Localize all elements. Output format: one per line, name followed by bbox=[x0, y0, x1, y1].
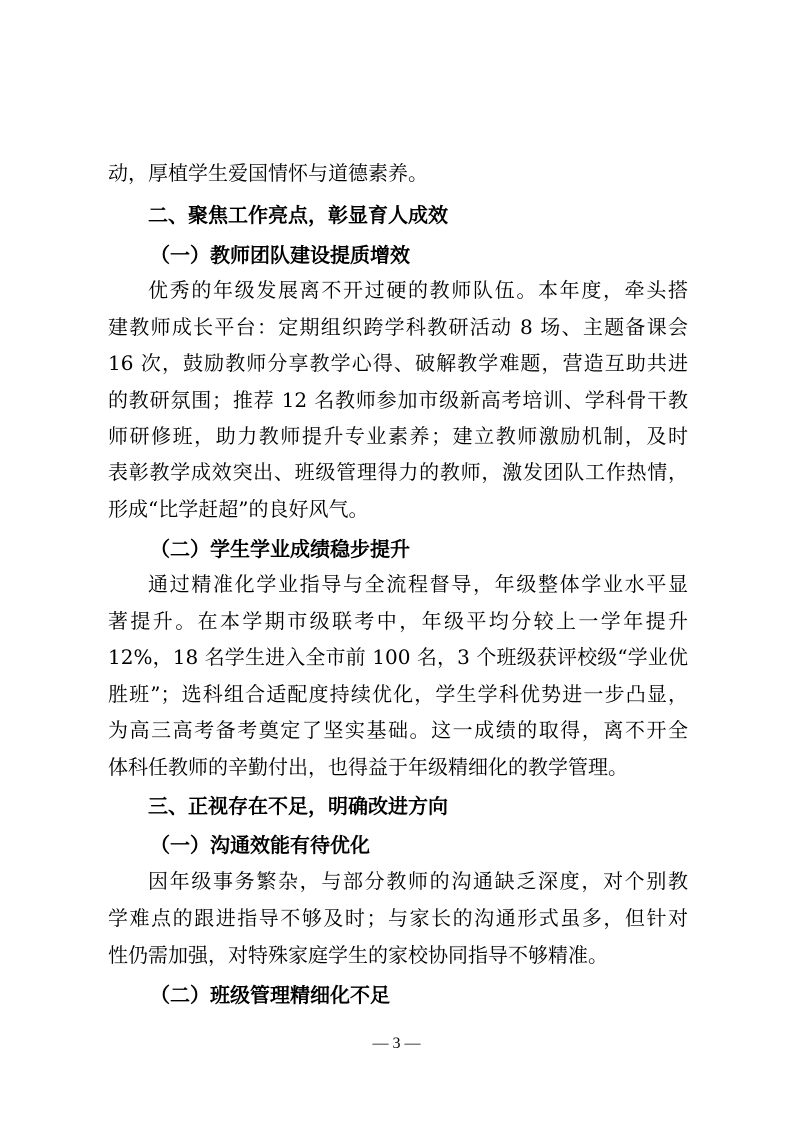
section-heading-3: 三、正视存在不足，明确改进方向 bbox=[148, 794, 448, 818]
paragraph-line: 12%，18 名学生进入全市前 100 名，3 个班级获评校级“学业优 bbox=[108, 645, 688, 669]
paragraph-line: 表彰教学成效突出、班级管理得力的教师，激发团队工作热情， bbox=[108, 460, 688, 484]
paragraph-line: 为高三高考备考奠定了坚实基础。这一成绩的取得，离不开全 bbox=[108, 718, 688, 742]
subsection-heading-2-2: （二）学生学业成绩稳步提升 bbox=[150, 537, 410, 561]
paragraph-line: 形成“比学赶超”的良好风气。 bbox=[108, 497, 369, 521]
paragraph-line: 动，厚植学生爱国情怀与道德素养。 bbox=[108, 161, 428, 185]
paragraph-line: 著提升。在本学期市级联考中，年级平均分较上一学年提升 bbox=[108, 609, 688, 633]
paragraph-line: 通过精准化学业指导与全流程督导，年级整体学业水平显 bbox=[148, 572, 688, 596]
subsection-heading-3-2: （二）班级管理精细化不足 bbox=[150, 983, 390, 1007]
paragraph-line: 因年级事务繁杂，与部分教师的沟通缺乏深度，对个别教 bbox=[148, 869, 688, 893]
paragraph-line: 性仍需加强，对特殊家庭学生的家校协同指导不够精准。 bbox=[108, 943, 608, 967]
subsection-heading-3-1: （一）沟通效能有待优化 bbox=[150, 833, 370, 857]
paragraph-line: 的教研氛围；推荐 12 名教师参加市级新高考培训、学科骨干教 bbox=[108, 388, 688, 412]
paragraph-line: 师研修班，助力教师提升专业素养；建立教师激励机制，及时 bbox=[108, 424, 688, 448]
paragraph-line: 体科任教师的辛勤付出，也得益于年级精细化的教学管理。 bbox=[108, 755, 628, 779]
subsection-heading-2-1: （一）教师团队建设提质增效 bbox=[150, 243, 410, 267]
paragraph-line: 胜班”；选科组合适配度持续优化，学生学科优势进一步凸显， bbox=[108, 682, 688, 706]
section-heading-2: 二、聚焦工作亮点，彰显育人成效 bbox=[148, 203, 448, 227]
paragraph-line: 优秀的年级发展离不开过硬的教师队伍。本年度，牵头搭 bbox=[148, 278, 688, 302]
paragraph-line: 16 次，鼓励教师分享教学心得、破解教学难题，营造互助共进 bbox=[108, 351, 688, 375]
paragraph-line: 建教师成长平台：定期组织跨学科教研活动 8 场、主题备课会 bbox=[108, 315, 688, 339]
page-number: — 3 — bbox=[372, 1035, 421, 1052]
paragraph-line: 学难点的跟进指导不够及时；与家长的沟通形式虽多，但针对 bbox=[108, 906, 688, 930]
